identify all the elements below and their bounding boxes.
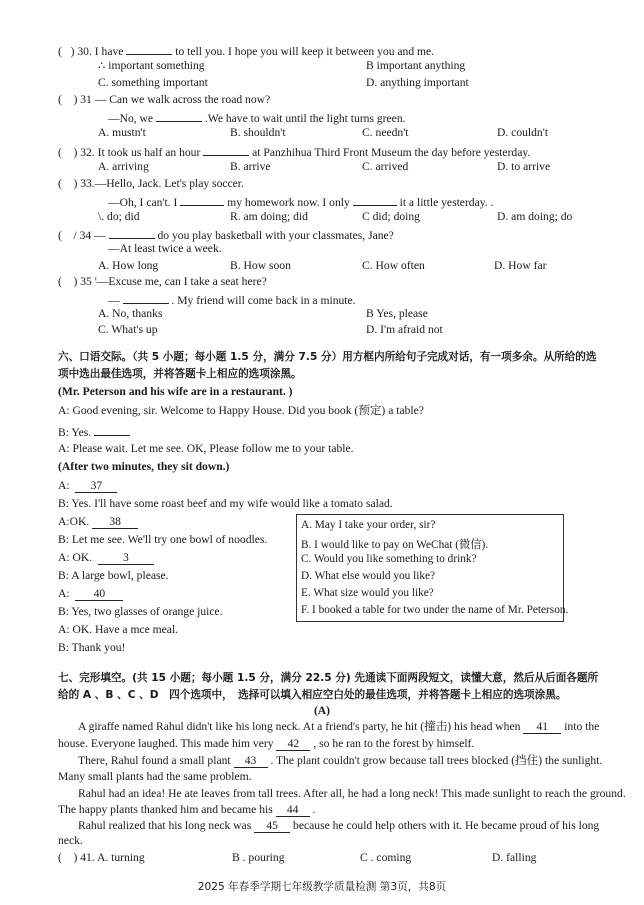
dialog-line-11: B: Yes, two glasses of orange juice.	[58, 605, 223, 618]
passage-line-2	[58, 737, 474, 751]
dialog-line-2	[58, 423, 130, 440]
q32-option-b: B. arrive	[230, 160, 271, 173]
passage-line-5: Rahul had an idea! He ate leaves from tall trees. After all, he had a long neck! This made sunlight to reach the ground.	[78, 787, 626, 800]
q30-option-c: C. something important	[98, 76, 208, 89]
q31-response-a: —No, we	[108, 112, 154, 125]
q34-option-d: D. How far	[494, 259, 547, 272]
q34-option-b: B. How soon	[230, 259, 291, 272]
q31-response-b: .We have to wait until the light turns green.	[204, 112, 406, 125]
option-box	[296, 514, 569, 622]
dialog-line-5: B: Yes. I'll have some roast beef and my wife would like a tomato salad.	[58, 497, 393, 510]
q32-stem	[58, 143, 530, 160]
cloze-blank-43: 43	[234, 755, 268, 768]
cloze-blank-41: 41	[523, 721, 561, 734]
cloze-blank-42: 42	[276, 738, 310, 751]
dialog-line-8	[58, 551, 154, 565]
dialog-blank-40: 40	[75, 588, 123, 601]
passage-line-6-a: The happy plants thanked him and became his	[58, 803, 273, 816]
dialog-line-10	[58, 587, 123, 601]
q41-option-c: C . coming	[360, 851, 412, 864]
q34-option-c: C. How often	[362, 259, 425, 272]
dialog-line-13: B: Thank you!	[58, 641, 126, 654]
dialog-blank-37: 37	[75, 480, 117, 493]
q32-option-d: D. to arrive	[497, 160, 551, 173]
dialog-blank-36	[94, 423, 130, 436]
dialog-line-4-text: A:	[58, 479, 70, 492]
passage-line-3	[78, 754, 602, 768]
passage-line-1-b: into the	[564, 720, 600, 733]
dialog-line-6	[58, 515, 138, 529]
passage-line-8: neck.	[58, 834, 83, 847]
dialog-line-8-text: A: OK.	[58, 551, 93, 564]
dialog-line-2-text: B: Yes.	[58, 426, 92, 439]
q31-stem: ( ) 31 — Can we walk across the road now?	[58, 93, 271, 106]
option-e: E. What size would you like?	[301, 587, 434, 599]
sec6-heading-line2: 项中选出最佳选项，并将答题卡上相应的选项涂黑。	[58, 368, 302, 380]
q34-response: —At least twice a week.	[108, 242, 222, 255]
q34-option-a: A. How long	[98, 259, 159, 272]
passage-line-7-a: Rahul realized that his long neck was	[78, 819, 252, 832]
q34-stem	[58, 226, 394, 243]
q30-paren-close: )	[70, 45, 75, 58]
q33-response-c: it a little yesterday. .	[399, 196, 494, 209]
q41-option-b: B . pouring	[232, 851, 285, 864]
sec6-heading-line1: 六、口语交际。（共 5 小题；每小题 1.5 分，满分 7.5 分）用方框内所给句子完成对话，有一项多余。从所给的选	[58, 351, 597, 363]
q32-option-c: C. arrived	[362, 160, 409, 173]
q32-stem-a: ( ) 32. It took us half an hour	[58, 146, 201, 159]
q33-blank-2	[353, 193, 397, 206]
q30-stem-b: to tell you. I hope you will keep it between you and me.	[175, 45, 435, 58]
dialog-line-1: A: Good evening, sir. Welcome to Happy House. Did you book (预定) a table?	[58, 404, 424, 417]
sec7-heading-line2: 给的 A 、B 、C 、D 四个选项中， 选择可以填入相应空白处的最佳选项，并将答题卡上相应的选项涂黑。	[58, 689, 567, 701]
q30-option-d: D. anything important	[366, 76, 469, 89]
q33-option-c: C did; doing	[362, 210, 420, 223]
q35-option-d: D. I'm afraid not	[366, 323, 443, 336]
q31-blank	[156, 109, 202, 122]
q30-option-a: ∴ important something	[98, 59, 205, 72]
q34-stem-b: do you play basketball with your classmates, Jane?	[157, 229, 394, 242]
q32-stem-b: at Panzhihua Third Front Museum the day before yesterday.	[252, 146, 531, 159]
option-b: B. I would like to pay on WeChat (微信).	[301, 539, 489, 551]
page-footer: 2025 年春季学期七年级教学质量检测 第3页，共8页	[197, 881, 447, 893]
option-c: C. Would you like something to drink?	[301, 553, 477, 565]
q32-option-a: A. arriving	[98, 160, 149, 173]
q30-stem-a: I have	[94, 45, 124, 58]
dialog-blank-38: 38	[92, 516, 138, 529]
q35-option-b: B Yes, please	[366, 307, 428, 320]
q33-stem: ( ) 33.—Hello, Jack. Let's play soccer.	[58, 177, 244, 190]
q30-blank	[126, 42, 172, 55]
option-d: D. What else would you like?	[301, 570, 436, 582]
q33-response	[108, 193, 494, 210]
q33-response-b: my homework now. I only	[227, 196, 350, 209]
dialog-line-9: B: A large bowl, please.	[58, 569, 169, 582]
dialog-line-12: A: OK. Have a mce meal.	[58, 623, 179, 636]
q30-paren-open: (	[58, 45, 62, 58]
q31-option-d: D. couldn't	[497, 126, 549, 139]
sec7-heading-line1: 七、完形填空。(共 15 小题；每小题 1.5 分，满分 22.5 分) 先通读下面两段短文，读懂大意，然后从后面各题所	[58, 672, 599, 684]
q33-option-a: \. do; did	[98, 210, 140, 223]
passage-line-3-b: . The plant couldn't grow because tall trees blocked (挡住) the sunlight.	[270, 754, 603, 767]
q35-response-a: —	[108, 294, 120, 307]
q35-stem: ( ) 35 '—Excuse me, can I take a seat here?	[58, 275, 267, 288]
q30-option-b: B important anything	[366, 59, 466, 72]
q41-option-d: D. falling	[492, 851, 537, 864]
q34-stem-a: ( / 34 —	[58, 229, 106, 242]
q41-option-a: ( ) 41. A. turning	[58, 851, 145, 864]
q33-option-b: R. am doing; did	[230, 210, 308, 223]
passage-line-1-a: A giraffe named Rahul didn't like his long neck. At a friend's party, he hit (撞击) his head when	[78, 720, 521, 733]
passage-line-1	[78, 720, 599, 734]
passage-line-2-b: , so he ran to the forest by himself.	[313, 737, 475, 750]
q34-blank	[109, 226, 155, 239]
q31-option-c: C. needn't	[362, 126, 409, 139]
q31-response	[108, 109, 406, 126]
q30-number: 30.	[77, 45, 92, 58]
q33-option-d: D. am doing; do	[497, 210, 573, 223]
dialog-line-6-text: A:OK.	[58, 515, 90, 528]
q30-stem	[58, 42, 434, 59]
passage-line-2-a: house. Everyone laughed. This made him very	[58, 737, 274, 750]
passage-line-7	[78, 819, 599, 833]
q35-response	[108, 291, 356, 308]
q31-option-b: B. shouldn't	[230, 126, 286, 139]
dialog-blank-39: 3	[98, 552, 154, 565]
cloze-blank-44: 44	[276, 804, 310, 817]
q35-blank	[123, 291, 169, 304]
q35-response-b: . My friend will come back in a minute.	[171, 294, 356, 307]
dialog-line-3: A: Please wait. Let me see. OK, Please follow me to your table.	[58, 442, 354, 455]
dialog-line-4	[58, 479, 117, 493]
dialog-line-10-text: A:	[58, 587, 70, 600]
passage-line-6: The happy plants thanked him and became his 44 .	[58, 803, 316, 816]
passage-line-3-a: There, Rahul found a small plant	[78, 754, 231, 767]
q33-blank-1	[180, 193, 224, 206]
sec6-context-2: (After two minutes, they sit down.)	[58, 460, 230, 473]
q35-option-a: A. No, thanks	[98, 307, 163, 320]
option-f: F. I booked a table for two under the name of Mr. Peterson.	[301, 604, 569, 616]
dialog-line-7: B: Let me see. We'll try one bowl of noodles.	[58, 533, 268, 546]
passage-line-4: Many small plants had the same problem.	[58, 770, 252, 783]
q31-option-a: A. mustn't	[98, 126, 146, 139]
q33-response-a: —Oh, I can't. I	[108, 196, 178, 209]
sec6-context: (Mr. Peterson and his wife are in a restaurant. )	[58, 385, 293, 398]
sec7-part-label: (A)	[313, 704, 331, 717]
option-a: A. May I take your order, sir?	[301, 519, 436, 531]
passage-line-7-b: because he could help others with it. He became proud of his long	[293, 819, 600, 832]
q35-option-c: C. What's up	[98, 323, 158, 336]
q32-blank	[203, 143, 249, 156]
cloze-blank-45: 45	[254, 820, 290, 833]
